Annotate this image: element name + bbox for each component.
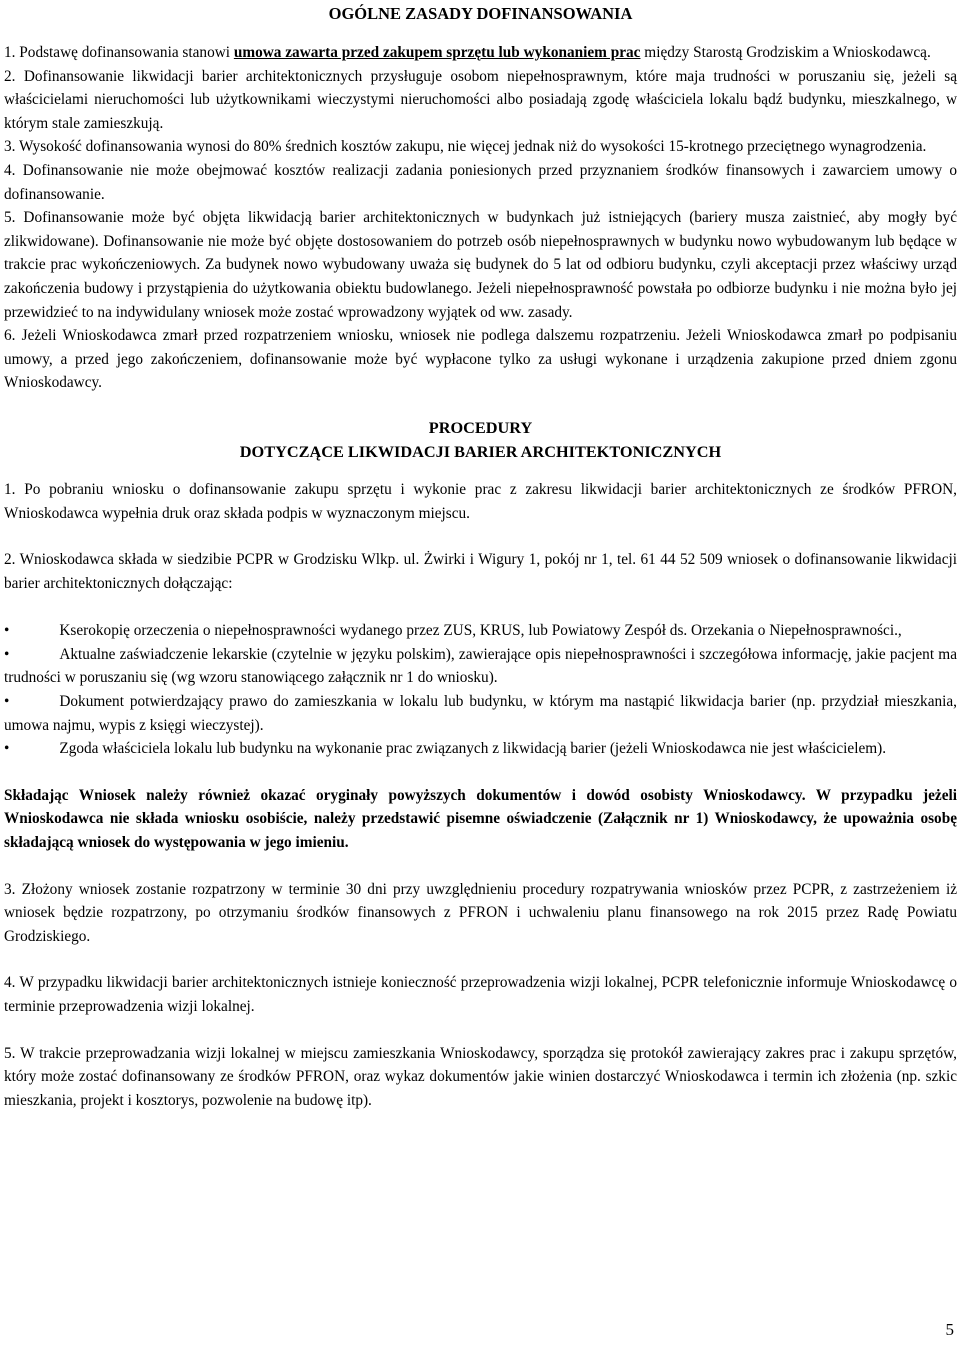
step-2: 2. Wnioskodawca składa w siedzibie PCPR w Grodzisku Wlkp. ul. Żwirki i Wigury 1, pokój nr 1, tel. 61 44 52 509 wniosek o dofinansowanie likwidacji barier architektonicznych dołączając: — [4, 551, 957, 592]
page-number: 5 — [945, 1320, 954, 1339]
procedures-heading: PROCEDURY — [428, 417, 533, 437]
document-page — [4, 2, 957, 1112]
step-5: 5. W trakcie przeprowadzania wizji lokalnej w miejscu zamieszkania Wnioskodawcy, sporządza się protokół zawierający zakres prac i zakupu sprzętów, który może zostać dofinansowany ze środków PFRON, oraz wykaz dokumentów jakie winien dostarczyć Wnioskodawca i termin ich złożenia (np. szkic mieszkania, projekt i kosztorys, pozwolenie na budowę itp). — [4, 1044, 957, 1109]
step-4: 4. W przypadku likwidacji barier architektonicznych istnieje konieczność przeprowadzenia wizji lokalnej, PCPR telefonicznie informuje Wnioskodawcę o terminie przeprowadzenia wizji lokalnej. — [4, 974, 957, 1015]
attachment-text: Kserokopię orzeczenia o niepełnosprawności wydanego przez ZUS, KRUS, lub Powiatowy Zespół ds. Orzekania o Niepełnosprawności., — [59, 622, 902, 640]
attachment-text: Aktualne zaświadczenie lekarskie (czytelnie w języku polskim), zawierające opis niepełnosprawności i szczegółowa informację, jakie pacjent ma trudności w poruszaniu się (wg wzoru stanowiącego załącznik nr 1 do wniosku). — [4, 645, 957, 687]
step-3: 3. Złożony wniosek zostanie rozpatrzony w terminie 30 dni przy uwzględnieniu procedury rozpatrywania wniosków przez PCPR, z zastrzeżeniem iż wniosek będzie rozpatrzony, po otrzymaniu środków finansowych z PFRON i uchwaleniu planu finansowego na rok 2015 przez Radę Powiatu Grodziskiego. — [4, 880, 957, 945]
list-item — [4, 619, 957, 643]
rule-1-emphasis: umowa zawarta przed zakupem sprzętu lub wykonaniem prac — [233, 44, 641, 61]
list-item — [4, 690, 957, 737]
attachment-list — [4, 619, 957, 761]
list-item — [4, 643, 957, 690]
rule-1-text-end: między Starostą Grodziskim a Wnioskodawcą. — [640, 44, 931, 61]
bullet-icon: • — [4, 693, 10, 711]
list-item — [4, 737, 957, 761]
rule-2: 2. Dofinansowanie likwidacji barier architektonicznych przysługuje osobom niepełnosprawnym, które maja trudności w poruszaniu się, jeżeli są właścicielami nieruchomości lub użytkownikami wieczystymi nieruchomości albo posiadają zgodę właściciela lokalu bądź budynku, mieszkalnego, w którym stale zamieszkują. — [4, 67, 957, 132]
section-title: OGÓLNE ZASADY DOFINANSOWANIA — [328, 4, 633, 23]
rule-6: 6. Jeżeli Wnioskodawca zmarł przed rozpatrzeniem wniosku, wniosek nie podlega dalszemu rozpatrzeniu. Jeżeli Wnioskodawca zmarł po podpisaniu umowy, a przed jego zakończeniem, dofinansowanie może być wypłacone tylko za usługi wykonane i urządzenia zakupione przed dniem zgonu Wnioskodawcy. — [4, 327, 957, 392]
rule-1 — [4, 41, 957, 65]
rule-5: 5. Dofinansowanie może być objęta likwidacją barier architektonicznych w budynkach już istniejących (bariery musza zaistnieć, aby mogły być zlikwidowane). Dofinansowanie nie może być objęte dostosowaniem do potrzeb osób niepełnosprawnych w budynku nowo wybudowanym lub będące w trakcie prac wykończeniowych. Za budynek nowo wybudowany uważa się budynek do 5 lat od odbioru budynku, czyli akceptacji przez właściwy urząd zakończenia budowy i przystąpienia do użytkowania obiektu budowlanego. Jeżeli niepełnosprawność powstała po odbiorze budynku i nie można było jej przewidzieć to na indywidulany wniosek może zostać wprowadzony wyjątek od ww. zasady. — [4, 209, 957, 321]
procedures-subheading: DOTYCZĄCE LIKWIDACJI BARIER ARCHITEKTONICZNYCH — [239, 441, 722, 461]
step-1: 1. Po pobraniu wniosku o dofinansowanie zakupu sprzętu i wykonie prac z zakresu likwidacji barier architektonicznych ze środków PFRON, Wnioskodawca wypełnia druk oraz składa podpis w wyznaczonym miejscu. — [4, 480, 957, 522]
bold-note: Składając Wniosek należy również okazać oryginały powyższych dokumentów i dowód osobisty Wnioskodawcy. W przypadku jeżeli Wnioskodawca nie składa wniosku osobiście, należy przedstawić pisemne oświadczenie (Załącznik nr 1) Wnioskodawcy, że upoważnia osobę składającą wniosek do występowania w jego imieniu. — [4, 786, 957, 852]
bullet-icon: • — [4, 645, 10, 663]
rule-4: 4. Dofinansowanie nie może obejmować kosztów realizacji zadania poniesionych przed przyznaniem środków finansowych i zawarciem umowy o dofinansowanie. — [4, 161, 957, 203]
attachment-text: Dokument potwierdzający prawo do zamieszkania w lokalu lub budynku, w którym ma nastąpić likwidacja barier (np. przydział mieszkania, umowa najmu, wypis z księgi wieczystej). — [4, 693, 957, 734]
rule-3: 3. Wysokość dofinansowania wynosi do 80% średnich kosztów zakupu, nie więcej jednak niż do wysokości 15-krotnego przeciętnego wynagrodzenia. — [4, 138, 927, 156]
bullet-icon: • — [4, 740, 10, 758]
attachment-text: Zgoda właściciela lokalu lub budynku na wykonanie prac związanych z likwidacją barier (jeżeli Wnioskodawca nie jest właścicielem). — [59, 740, 887, 758]
rule-1-text: 1. Podstawę dofinansowania stanowi — [4, 44, 234, 61]
bullet-icon: • — [4, 622, 10, 640]
